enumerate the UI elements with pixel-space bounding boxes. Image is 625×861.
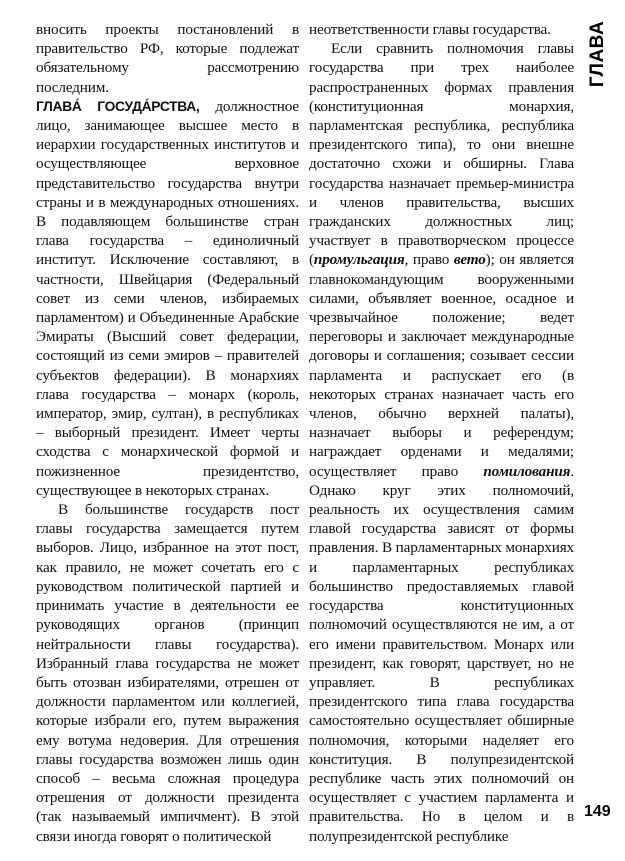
left-column <box>36 20 299 846</box>
cross-reference-promulgation: промульгация <box>313 251 405 269</box>
powers-text-c: ); он является главнокомандующим вооруженными силами, объявляет военное, осадное и чрезвычайное положение; ведет переговоры и заключает международные договоры и соглашения; созывает сессии парламента и распускает его (в некоторых странах назначает часть его членов, обычно верхней палаты), назначает выборы и референдум; награждает орденами и медалями; осуществляет право <box>309 251 574 480</box>
entry-paragraph <box>36 97 299 500</box>
cross-reference-veto: вето <box>453 251 486 269</box>
running-head <box>584 14 612 94</box>
paragraph-powers <box>309 39 574 846</box>
running-head-text: ГЛАВА <box>587 20 609 88</box>
powers-text-b: , право <box>404 251 454 269</box>
page-number: 149 <box>584 803 611 820</box>
powers-text-a: Если сравнить полномочия главы государства при трех наиболее распространенных формах правления (конституционная монархия, парламентская республика, республика президентского типа), то они внешне достаточно схожи и обширны. Глава государства назначает премьер-министра и членов правительства, высших гражданских должностных лиц; участвует в правотворческом процессе ( <box>309 40 574 269</box>
paragraph-continued: вносить проекты постановлений в правительство РФ, которые подлежат обязательному рассмотрению последним. <box>36 21 299 96</box>
paragraph-elections: В большинстве государств пост главы государства замещается путем выборов. Лицо, избранное на этот пост, как правило, не может сочетать его с руководством политической партией и принимать участие в деятельности ее руководящих органов (принцип нейтральности главы государства). Избранный глава государства не может быть отозван избирателями, отрешен от должности парламентом или коллегией, которые избрали его, путем выражения ему вотума недоверия. Для отрешения главы государства возможен лишь один способ – весьма сложная процедура отрешения от должности президента (так называемый импичмент). В этой связи иногда говорят о политической <box>36 501 299 845</box>
cross-reference-pardon: помилования <box>483 462 571 480</box>
entry-headword: ГЛАВÁ ГОСУДÁРСТВА, <box>36 98 200 114</box>
powers-text-d: . Однако круг этих полномочий, реальность их осуществления самим главой государства зависят от формы правления. В парламентарных монархиях и парламентарных республиках большинство предоставляемых главой государства конституционных полномочий осуществляются не им, а от его имени правительством. Монарх или президент, как говорят, царствует, но не управляет. В республиках президентского типа глава государства самостоятельно осуществляет обширные полномочия, которыми наделяет его конституция. В полупрезидентской республике часть этих полномочий он осуществляет с участием парламента и правительства. Но в целом и в полупрезидентской республике <box>309 462 574 845</box>
entry-text: должностное лицо, занимающее высшее место в иерархии государственных институтов и осуществляющее верховное представительство государства внутри страны и в международных отношениях. В подавляющем большинстве стран глава государства – единоличный институт. Исключение составляют, в частности, Швейцария (Федеральный совет из семи членов, избираемых парламентом) и Объединенные Арабские Эмираты (Высший совет федерации, состоящий из семи эмиров – правителей субъектов федерации). В монархиях глава государства – монарх (король, император, эмир, султан), в республиках – выборный президент. Имеет черты сходства с монархической формой и пожизненное президентство, существующее в некоторых странах. <box>36 97 299 499</box>
paragraph-continued-right: неответственности главы государства. <box>309 21 551 38</box>
right-column <box>309 20 574 846</box>
